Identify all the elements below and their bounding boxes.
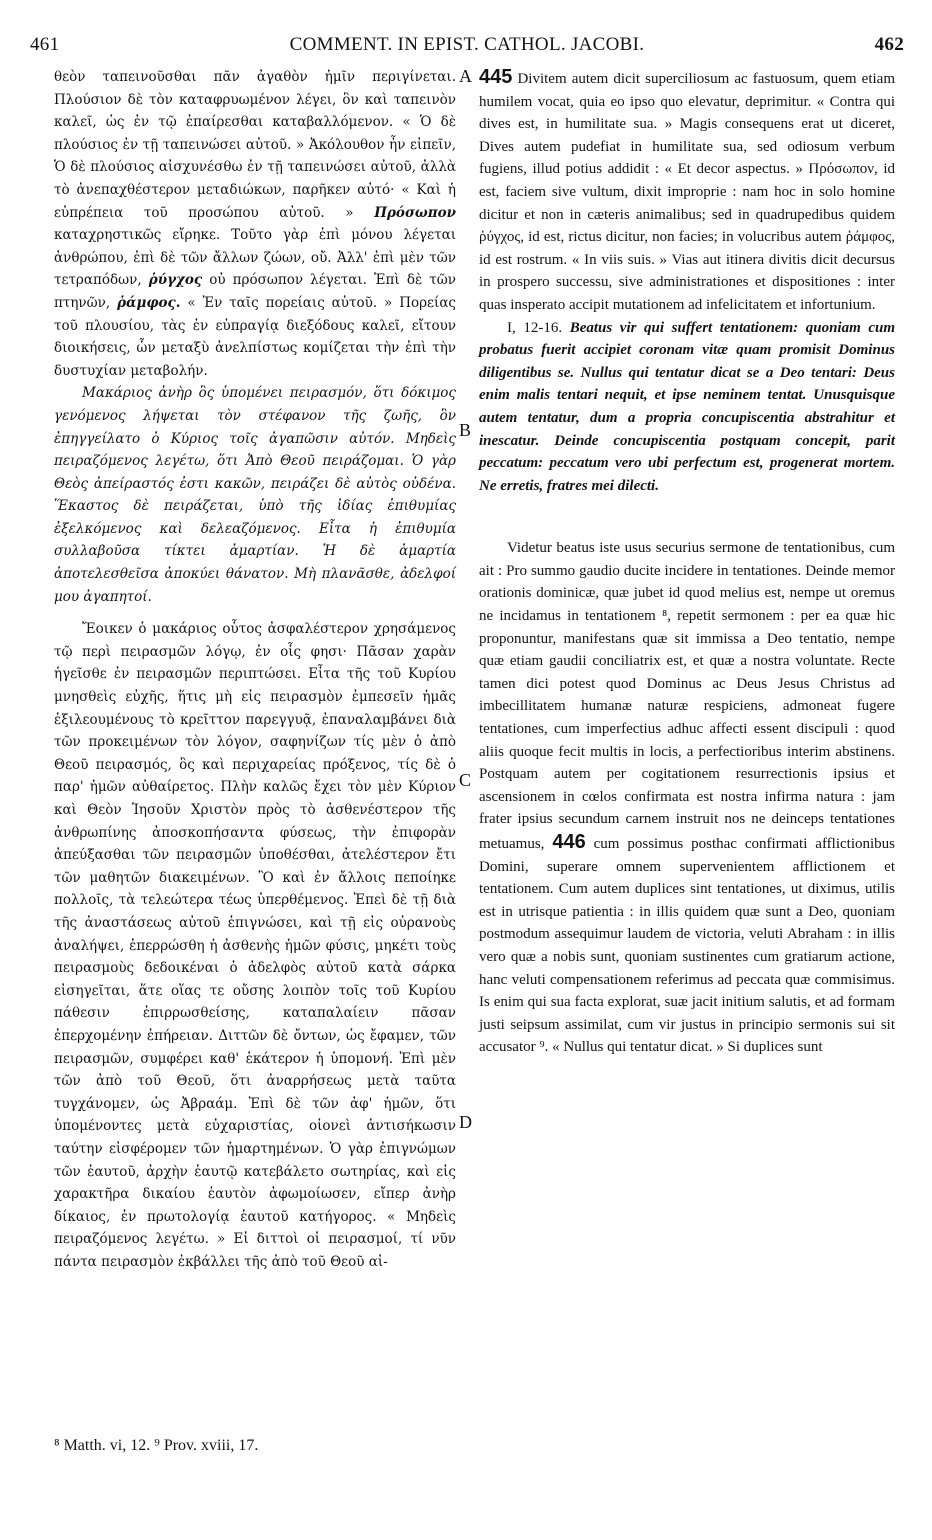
page-number-left: 461 xyxy=(30,34,60,55)
latin-text: cum possimus posthac confirmati afflictionibus Domini, superare omnem supervenientem afflictionem et tentationem. Cum autem duplices sint tentationes, ut diximus, utilis est in utrisque patientia : in illis quidem quæ sunt a Deo, quoniam postmodum assequimur laudem de victoria, veluti Abraham : in illis vero quæ a nobis sunt, quoniam sustinentes cum gratiarum actione, hanc veluti compensationem referimus ad peccata quæ commisimus. Is enim qui sua facta explorat, suæ jacit initium salutis, et ad formam justi seipsum assimilat, cum vir justus in principio sermonis sui sit accusator ⁹. « Nullus qui tentatur dicat. » Si duplices sunt xyxy=(479,836,895,1056)
verse-reference: I, 12-16. xyxy=(507,319,563,336)
greek-paragraph-3: Ἔοικεν ὁ μακάριος οὗτος ἀσφαλέστερον χρησάμενος τῷ περὶ πειρασμῶν λόγῳ, ἐν οἷς φησι· Πᾶσαν χαρὰν ἡγεῖσθε ἐν πειρασμῶν περιπτώσει. Εἶτα τῆς τοῦ Κυρίου μνησθεὶς εὐχῆς, ἥτις μὴ εἰς πειρασμὸν ἐμπεσεῖν ἡμᾶς ἐξιλεουμένους τὸ κρεῖττον παρεγγυᾷ, ἐπαναλαμβάνει διὰ τῶν προκειμένων τὸν λόγον, σαφηνίζων τίς μὲν ὁ ἀπὸ Θεοῦ πειρασμός, ὃς καὶ περιχαρείας πρόξενος, τίς δὲ ὁ παρ' ἡμῶν αὐθαίρετος. Πλὴν καλῶς ἔχει τὸν μὲν Κύριον καὶ Θεὸν Ἰησοῦν Χριστὸν πρὸς τὸ ἀσθενέστερον τῆς ἀνθρωπίνης ἀποσκοπήσαντα φύσεως, τὴν ἐπιφορὰν ἀπεύξασθαι τῶν πειρασμῶν ὑποθέσθαι, ἀτελέστερον ἔτι τῶν μαθητῶν διακειμένων. Ὃ καὶ ἐν ἄλλοις πεποίηκε πολλοῖς, τὰ τελεώτερα τέως ὑπερθέμενος. Ἐπεὶ δὲ τῇ διὰ τῆς ἀναστάσεως αὐτοῦ ἐπιγνώσει, καὶ τῇ εἰς οὐρανοὺς ἀναλήψει, ἐπερρώσθη ἡ ἀσθενὴς ἡμῶν φύσις, μηκέτι τοὺς πειρασμοὺς δεδοικέναι ὁ ἀδελφὸς αὐτοῦ κατὰ σάρκα εἰσηγεῖται, ἅτε οἵας τε οὔσης λοιπὸν τοῖς τοῦ Κυρίου πάθεσιν ἐπιρρωσθείσης, καταπαλαίειν πᾶσαν ἐπερχομένην ἐπήρειαν. Διττῶν δὲ ὄντων, ὡς ἔφαμεν, τῶν πειρασμῶν, συμφέρει καθ' ἑκάτερον ἡ ὑπομονή. Ἐπὶ μὲν τῶν ἀπὸ τοῦ Θεοῦ, ὅτι ἀναρρήσεως μετὰ ταῦτα τυγχάνομεν, ὡς Ἀβραάμ. Ἐπὶ δὲ τῶν ἀφ' ἡμῶν, ὅτι ὑπομένοντες μετὰ εὐχαριστίας, οἱονεὶ ἀντισήκωσιν ταύτην εἰσφέρομεν τῶν ἡμαρτημένων. Ὁ γὰρ ἐπιγνώμων τῶν ἑαυτοῦ, ἀρχὴν ἑαυτῷ κατεβάλετο σωτηρίας, καὶ εἰς χαρακτῆρα δικαίου ἑαυτὸν ἀφωμοίωσεν, εἴπερ ἀνὴρ δίκαιος, ἐν πρωτολογίᾳ ἑαυτοῦ κατήγορος. « Μηδεὶς πειραζόμενος λεγέτω. » Εἰ διττοὶ οἱ πειρασμοί, τί νῦν πάντα πειρασμὸν ἐκβάλλει τῆς ἀπὸ τοῦ Θεοῦ αἰ- xyxy=(54,621,456,1270)
column-number-445: 445 xyxy=(479,66,513,88)
greek-column xyxy=(54,66,456,1273)
greek-term: Πρόσωπον xyxy=(374,204,457,221)
greek-text: « Ἐν ταῖς πορείαις αὐτοῦ. » Πορείας τοῦ πλουσίου, τὰς ἐν εὐπραγίᾳ διεξόδους καλεῖ, εἴτουν διοικήσεις, ὧν μεταξὺ ἀνελπίστως κομίζεται τὴν ἐπὶ τὴν δυστυχίαν μεταβολήν. xyxy=(54,294,456,379)
latin-text: Videtur beatus iste usus securius sermone de tentationibus, cum ait : Pro summo gaudio ducite incidere in tentationes. Deinde memor orationis dominicæ, quæ jubet id quod melius est, nempe ut oremus ne incidamus in tentationem ⁸, repetit sermonem : per ea quæ hic proponuntur, manifestans quæ sit immissa a Deo tentatio, nempe quæ etiam gaudii conciliatrix est, et quæ a nostra voluntate. Recte tamen dici potest quod Dominus ac Deus Jesus Christus ad imbecillitatem humanæ naturæ respiciens, admoneat fugere tentationes, cum imperfectius adhuc affecti essent discipuli : quod aliis quoque fecit multis in locis, a perfectioribus interim abstinens. Postquam autem per cogitationem resurrectionis ipsius et ascensionem in cœlos confirmata est nostra infirma natura : jam frater ipsius secundum carnem instruit nos ne deinceps tentationes metuamus, xyxy=(479,540,895,852)
footnotes: ⁸ Matth. vi, 12. ⁹ Prov. xviii, 17. xyxy=(54,1437,259,1454)
margin-letter-b: B xyxy=(459,420,472,440)
greek-scripture-lemma: Μακάριος ἀνὴρ ὃς ὑπομένει πειρασμόν, ὅτι δόκιμος γενόμενος λήψεται τὸν στέφανον τῆς ζωῆς, ὃν ἐπηγγείλατο ὁ Κύριος τοῖς ἀγαπῶσιν αὐτόν. Μηδεὶς πειραζόμενος λεγέτω, ὅτι Ἀπὸ Θεοῦ πειράζομαι. Ὁ γὰρ Θεὸς ἀπείραστός ἐστι κακῶν, πειράζει δὲ αὐτὸς οὐδένα. Ἕκαστος δὲ πειράζεται, ὑπὸ τῆς ἰδίας ἐπιθυμίας ἐξελκόμενος καὶ δελεαζόμενος. Εἶτα ἡ ἐπιθυμία συλλαβοῦσα τίκτει ἁμαρτίαν. Ἡ δὲ ἁμαρτία ἀποτελεσθεῖσα ἀποκύει θάνατον. Μὴ πλανᾶσθε, ἀδελφοί μου ἀγαπητοί. xyxy=(54,385,456,605)
latin-column xyxy=(479,66,895,1059)
latin-scripture-lemma xyxy=(479,317,895,498)
margin-letter-c: C xyxy=(459,770,472,790)
latin-text: Divitem autem dicit superciliosum ac fastuosum, quem etiam humilem vocat, quia eo ipso quo elevatur, deprimitur. « Contra qui dives est, in humilitate sua. » Magis consequens erat ut diceret, Dives autem pudefiat in humilitate sua, sed odiosum verbum fugiens, illud potius addidit : « Et decor aspectus. » Πρόσωπον, id est, faciem sive vultum, dixit improprie : nam hoc in solo homine dicitur et non in cæteris animalibus; sed in quadrupedibus quidem ῥύγχος, id est, rictus dicitur, non facies; in volucribus autem ῥάμφος, id est rostrum. « In viis suis. » Vias aut itinera divitis dicit decursus in prospero successu, sive administrationes et dispositiones : inter quas insperato accipit mutationem ad infelicitatem et infortunium. xyxy=(479,71,895,313)
greek-text: οὐ πρόσωπον λέγεται. Ἐπὶ δὲ τῶν πτηνῶν, xyxy=(54,272,456,311)
running-title: COMMENT. IN EPIST. CATHOL. JACOBI. xyxy=(289,34,645,55)
greek-term: ῥάμφος. xyxy=(117,294,181,311)
page-number-right: 462 xyxy=(874,34,904,55)
greek-paragraph-1 xyxy=(54,66,456,382)
greek-text: καταχρηστικῶς εἴρηκε. Τοῦτο γὰρ ἐπὶ μόνου λέγεται ἀνθρώπου, ἐπὶ δὲ τῶν ἄλλων ζώων, οὔ. Ἀλλ' ἐπὶ μὲν τῶν τετραπόδων, xyxy=(54,227,456,289)
greek-term: ῥύγχος xyxy=(148,272,203,289)
page-header xyxy=(30,34,904,60)
margin-letter-a: A xyxy=(459,66,472,86)
latin-paragraph-3 xyxy=(479,537,895,1059)
margin-letter-d: D xyxy=(459,1112,472,1132)
latin-paragraph-1 xyxy=(479,66,895,317)
greek-text: θεὸν ταπεινοῦσθαι πᾶν ἀγαθὸν ἡμῖν περιγίνεται. Πλούσιον δὲ τὸν καταφρυωμένον λέγει, ὃν καὶ ταπεινὸν καλεῖ, ὡς ἐν τῷ ἐπαίρεσθαι καταβαλλόμενον. « Ὁ δὲ πλούσιος ἐν τῇ ταπεινώσει αὐτοῦ. » Ἀκόλουθον ἦν εἰπεῖν, Ὁ δὲ πλούσιος αἰσχυνέσθω ἐν τῇ ταπεινώσει αὐτοῦ, ἀλλὰ τὸ ἀνεπαχθέστερον μεταδιώκων, παρῆκεν αὐτό· « Καὶ ἡ εὐπρέπεια τοῦ προσώπου αὐτοῦ. » xyxy=(54,69,456,221)
latin-lemma-text: Beatus vir qui suffert tentationem: quoniam cum probatus fuerit accipiet coronam vitæ quam promisit Dominus diligentibus se. Nullus qui tentatur dicat se a Deo tentari: Deus enim malis tentari nequit, et ipse neminem tentat. Unusquisque autem tentatur, dum a propria concupiscentia abstrahitur et inescatur. Deinde concupiscentia postquam concepit, parit peccatum: peccatum vero ubi perfectum est, progenerat mortem. Ne erretis, fratres mei dilecti. xyxy=(479,319,896,494)
column-number-446: 446 xyxy=(552,831,586,853)
